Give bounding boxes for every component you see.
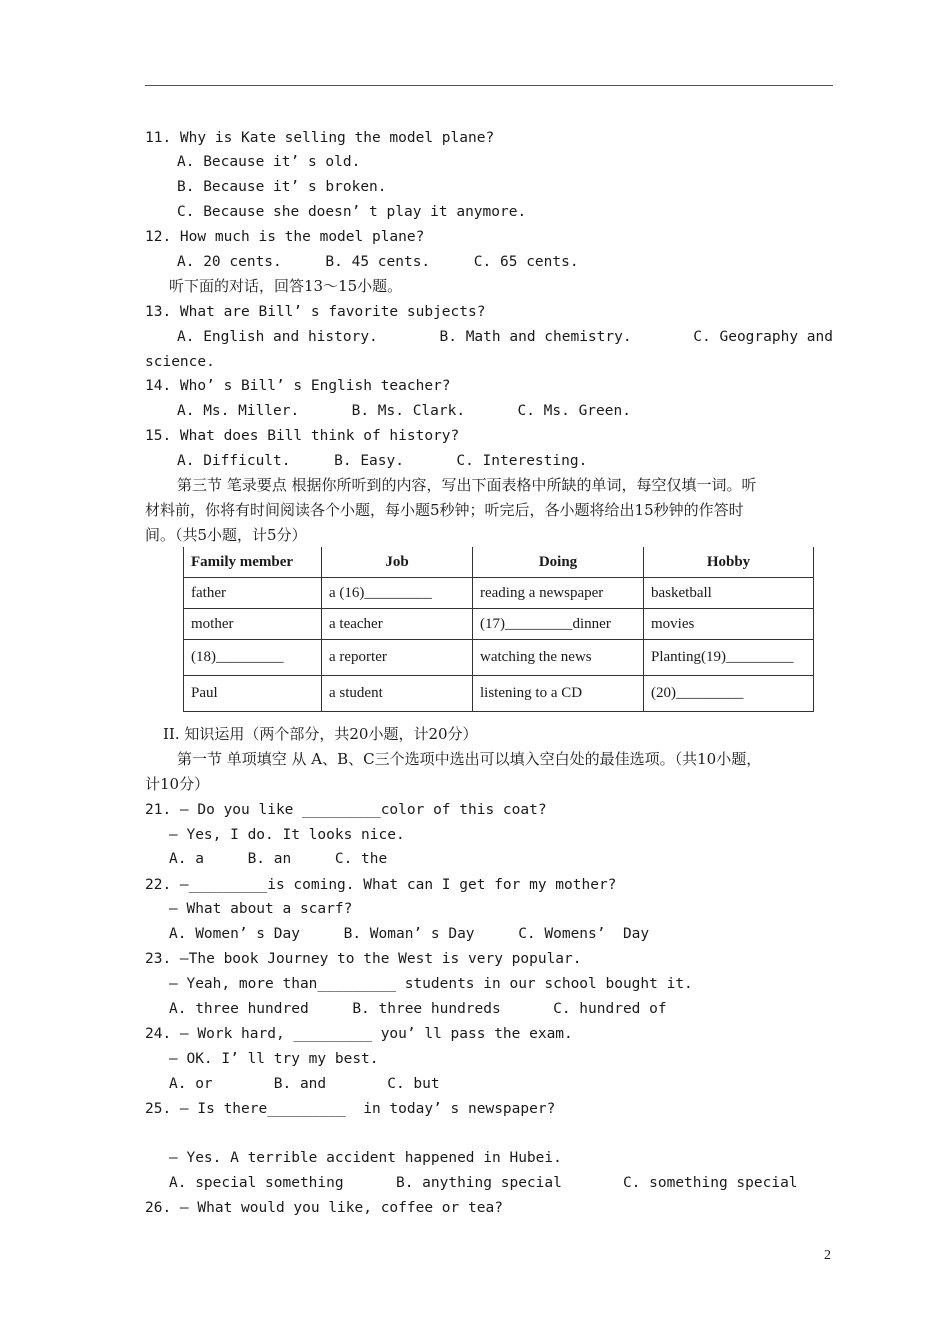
question-23: 23. —The book Journey to the West is very popular.	[145, 951, 582, 967]
question-22: 22. —_________is coming. What can I get for my mother?	[145, 877, 617, 893]
section3-instruction-2: 材料前，你将有时间阅读各个小题，每小题5秒钟；听完后，各小题将给出15秒钟的作答时	[145, 501, 744, 519]
table-cell: father	[184, 578, 322, 609]
section1-instruction-1: 第一节 单项填空 从 A、B、C三个选项中选出可以填入空白处的最佳选项。（共10小题，	[177, 750, 762, 768]
instruction-13-15: 听下面的对话，回答13～15小题。	[169, 277, 403, 295]
header-family-member: Family member	[184, 547, 322, 578]
option-13c: C. Geography and	[693, 329, 833, 345]
table-cell: basketball	[644, 578, 814, 609]
table-cell: (17)_________dinner	[473, 609, 644, 640]
table-row	[184, 578, 814, 609]
table-cell: mother	[184, 609, 322, 640]
header-job: Job	[322, 547, 473, 578]
notes-table	[183, 547, 814, 712]
options-14: A. Ms. Miller. B. Ms. Clark. C. Ms. Green.	[177, 403, 631, 419]
answer-22: — What about a scarf?	[169, 901, 353, 917]
option-11c: C. Because she doesn’ t play it anymore.	[177, 204, 527, 220]
options-25: A. special something B. anything special C. something special	[169, 1175, 798, 1191]
table-cell: a reporter	[322, 640, 473, 676]
table-cell: (18)_________	[184, 640, 322, 676]
section3-instruction-1: 第三节 笔录要点 根据你所听到的内容，写出下面表格中所缺的单词，每空仅填一词。听	[177, 476, 757, 494]
table-cell: a student	[322, 676, 473, 712]
answer-21: — Yes, I do. It looks nice.	[169, 827, 405, 843]
section1-instruction-2: 计10分）	[145, 775, 210, 793]
question-13: 13. What are Bill’ s favorite subjects?	[145, 304, 486, 320]
options-24: A. or B. and C. but	[169, 1076, 440, 1092]
options-23: A. three hundred B. three hundreds C. hundred of	[169, 1001, 667, 1017]
options-15: A. Difficult. B. Easy. C. Interesting.	[177, 453, 588, 469]
options-22: A. Women’ s Day B. Woman’ s Day C. Womens’ Day	[169, 926, 650, 942]
options-12: A. 20 cents. B. 45 cents. C. 65 cents.	[177, 254, 579, 270]
option-11b: B. Because it’ s broken.	[177, 179, 387, 195]
table-cell: a teacher	[322, 609, 473, 640]
part2-heading: II. 知识运用（两个部分，共20小题，计20分）	[163, 725, 478, 743]
table-row	[184, 676, 814, 712]
table-row	[184, 640, 814, 676]
header-hobby: Hobby	[644, 547, 814, 578]
options-13	[145, 328, 833, 346]
question-25: 25. — Is there_________ in today’ s newspaper?	[145, 1101, 556, 1117]
header-rule	[145, 85, 833, 86]
table-row	[184, 609, 814, 640]
table-cell: Paul	[184, 676, 322, 712]
question-11: 11. Why is Kate selling the model plane?	[145, 130, 495, 146]
question-15: 15. What does Bill think of history?	[145, 428, 460, 444]
header-doing: Doing	[473, 547, 644, 578]
option-13a: A. English and history.	[177, 329, 378, 345]
table-cell: (20)_________	[644, 676, 814, 712]
table-cell: watching the news	[473, 640, 644, 676]
options-21: A. a B. an C. the	[169, 851, 388, 867]
option-11a: A. Because it’ s old.	[177, 154, 361, 170]
table-cell: reading a newspaper	[473, 578, 644, 609]
question-24: 24. — Work hard, _________ you’ ll pass the exam.	[145, 1026, 573, 1042]
option-13b: B. Math and chemistry.	[439, 329, 632, 345]
answer-23: — Yeah, more than_________ students in our school bought it.	[169, 976, 693, 992]
question-12: 12. How much is the model plane?	[145, 229, 425, 245]
answer-25: — Yes. A terrible accident happened in Hubei.	[169, 1150, 562, 1166]
table-cell: Planting(19)_________	[644, 640, 814, 676]
table-cell: listening to a CD	[473, 676, 644, 712]
section3-instruction-3: 间。（共5小题，计5分）	[145, 526, 307, 544]
table-header-row	[184, 547, 814, 578]
question-21: 21. — Do you like _________color of this coat?	[145, 802, 547, 818]
option-13c-continued: science.	[145, 354, 215, 370]
page-number: 2	[824, 1248, 831, 1263]
question-26: 26. — What would you like, coffee or tea?	[145, 1200, 503, 1216]
answer-24: — OK. I’ ll try my best.	[169, 1051, 379, 1067]
table-cell: movies	[644, 609, 814, 640]
table-cell: a (16)_________	[322, 578, 473, 609]
question-14: 14. Who’ s Bill’ s English teacher?	[145, 378, 451, 394]
